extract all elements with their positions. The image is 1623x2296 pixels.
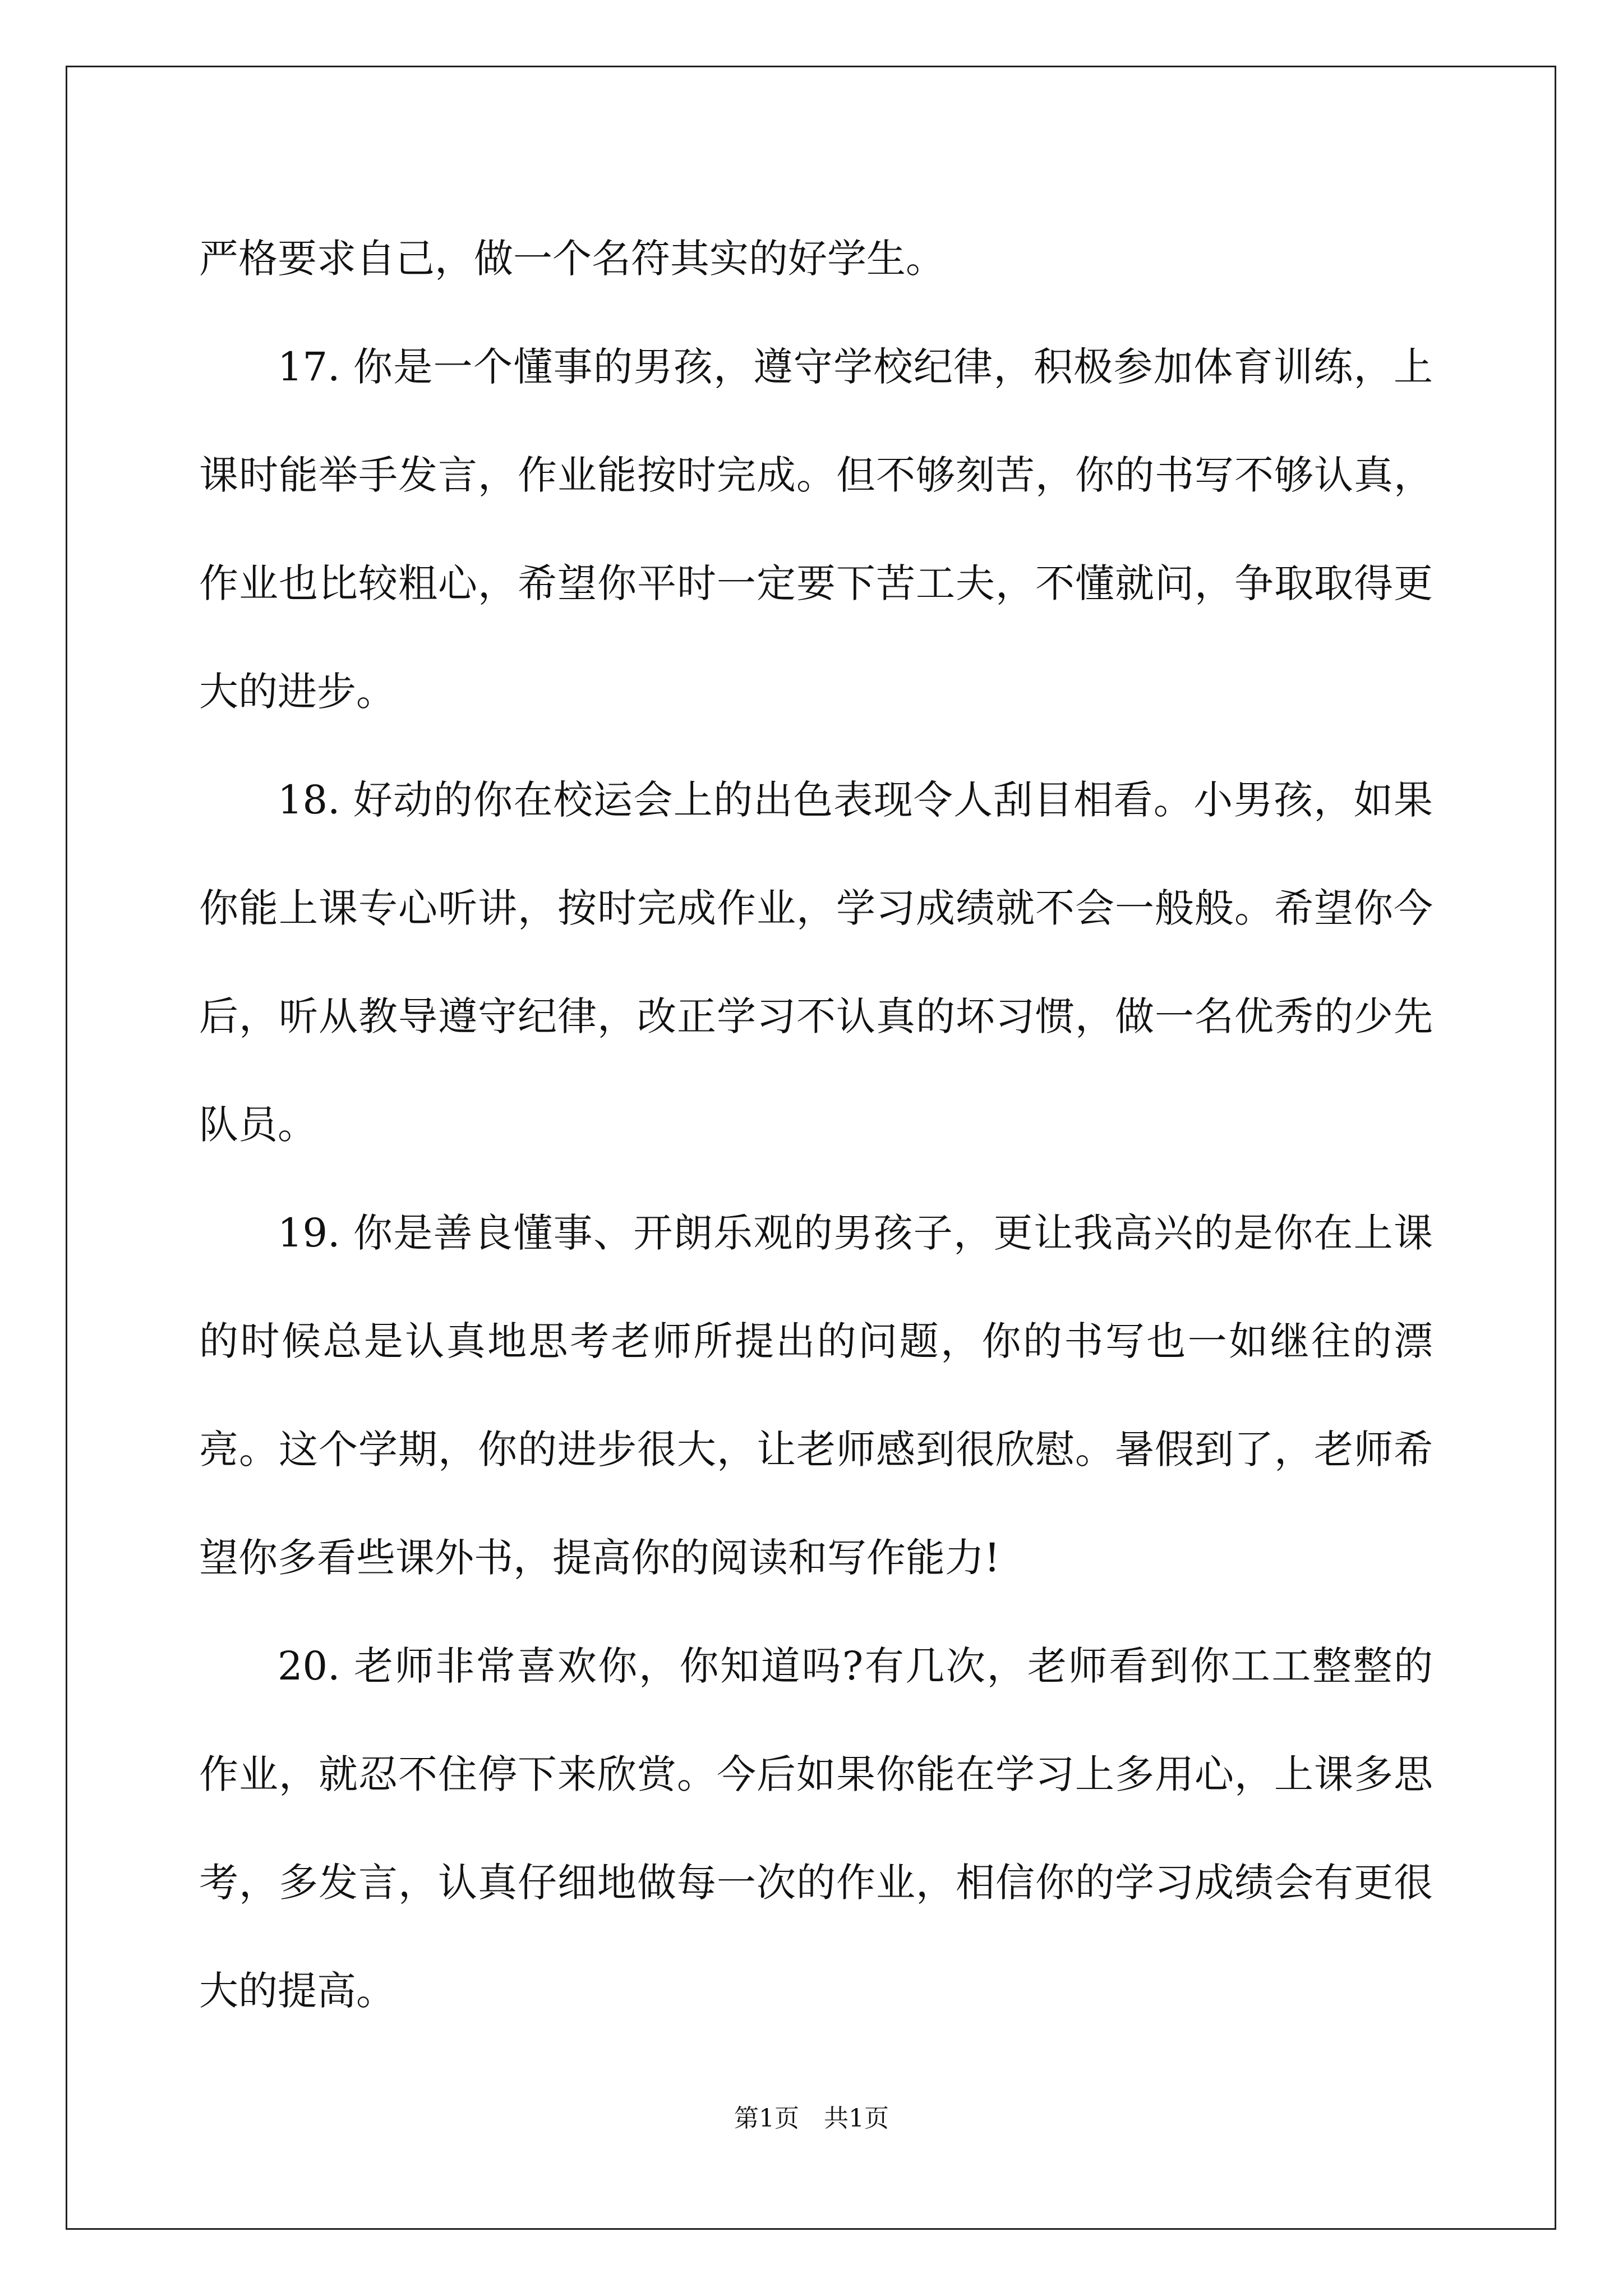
paragraph-17: 17. 你是一个懂事的男孩，遵守学校纪律，积极参加体育训练，上课时能举手发言，作业能按时完成。但不够刻苦，你的书写不够认真，作业也比较粗心，希望你平时一定要下苦工夫，不懂就问，争取取得更大的进步。 xyxy=(199,344,1433,715)
document-body xyxy=(199,205,1433,2045)
paragraph-20: 20. 老师非常喜欢你，你知道吗?有几次，老师看到你工工整整的作业，就忍不住停下来欣赏。今后如果你能在学习上多用心，上课多思考，多发言，认真仔细地做每一次的作业，相信你的学习成绩会有更很大的提高。 xyxy=(199,1643,1433,2014)
paragraph-19: 19. 你是善良懂事、开朗乐观的男孩子，更让我高兴的是你在上课的时候总是认真地思考老师所提出的问题，你的书写也一如继往的漂亮。这个学期，你的进步很大，让老师感到很欣慰。暑假到了，老师希望你多看些课外书，提高你的阅读和写作能力! xyxy=(199,1210,1433,1581)
paragraph-18: 18. 好动的你在校运会上的出色表现令人刮目相看。小男孩，如果你能上课专心听讲，按时完成作业，学习成绩就不会一般般。希望你今后，听从教导遵守纪律，改正学习不认真的坏习惯，做一名优秀的少先队员。 xyxy=(199,777,1433,1148)
page-number-footer: 第1页 共1页 xyxy=(734,2104,889,2133)
paragraph-continuation: 严格要求自己，做一个名符其实的好学生。 xyxy=(199,236,945,282)
